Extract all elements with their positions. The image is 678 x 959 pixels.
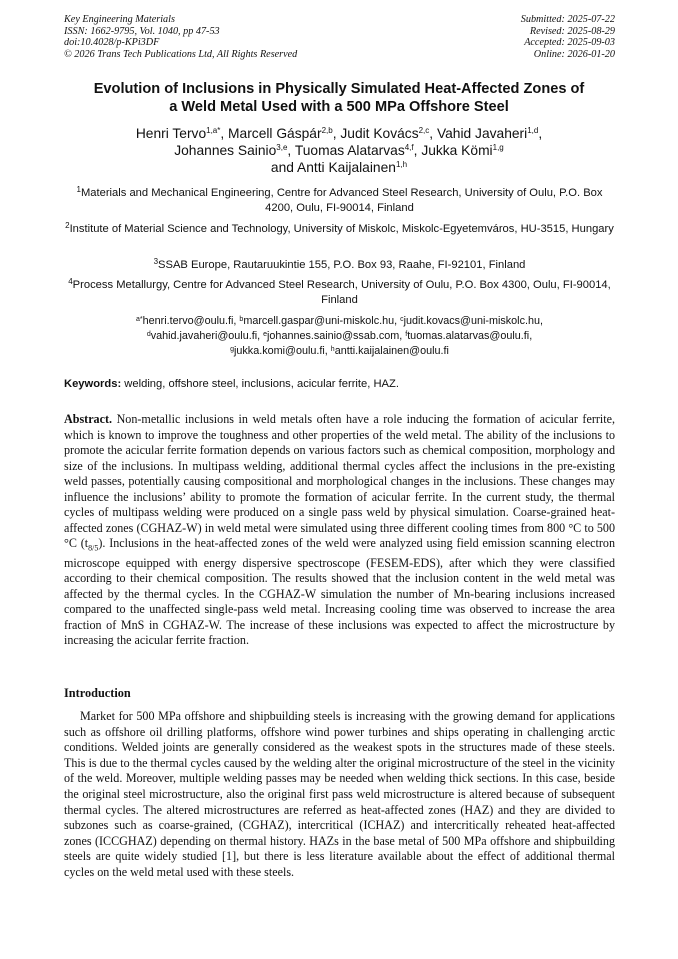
author-line (40, 159, 638, 176)
author-sup: 1,d (527, 126, 539, 135)
author-name: Vahid Javaheri (436, 126, 528, 141)
email-address[interactable]: vahid.javaheri@oulu.fi (150, 330, 258, 342)
affiliation-sup: 3 (153, 257, 159, 266)
email-line (60, 344, 619, 359)
affiliation-text: Materials and Mechanical Engineering, Centre for Advanced Steel Research, University of Oulu, P.O. Box 4200, Oulu, FI-90014, Finland (80, 187, 603, 214)
email-address[interactable]: judit.kovacs@uni-miskolc.hu (403, 315, 540, 327)
author-sup: 4,f (404, 143, 414, 153)
affiliation-1 (64, 186, 615, 215)
abstract-text: ). Inclusions in the heat-affected zones of the weld were analyzed using field emission scanning electron microscope equipped with energy dispersive spectroscope (FESEM-EDS), after which they were classified according to their chemical composition. The results showed that the inclusion content in the weld metal was affected by the thermal cycles. In the CGHAZ-W simulation the number of Mn-bearing inclusions increased compared to the unaffected single-pass weld metal. Increasing cooling time was observed to increase the area fraction of MnS in CGHAZ-W. The increase of these inclusions was expected to affect the microstructure by increasing the acicular ferrite fraction. (64, 536, 615, 648)
author-separator: , (332, 126, 341, 141)
date-submitted: Submitted: 2025-07-22 (520, 14, 615, 25)
email-list (60, 314, 619, 359)
paper-title (40, 80, 638, 116)
email-address[interactable]: tuomas.alatarvas@oulu.fi (407, 330, 530, 342)
email-separator: , (399, 330, 406, 342)
abstract (64, 412, 615, 649)
email-sup: d (146, 331, 151, 338)
date-online: Online: 2026-01-20 (533, 48, 615, 60)
email-address[interactable]: henri.tervo@oulu.fi (142, 315, 234, 327)
journal-info (64, 14, 297, 60)
affiliation-text: SSAB Europe, Rautaruukintie 155, P.O. Box 93, Raahe, FI-92101, Finland (158, 259, 526, 271)
email-sup: e (263, 331, 268, 338)
email-separator: , (324, 345, 331, 357)
author-sup: 1,g (492, 143, 504, 153)
author-sup: 3,e (276, 143, 288, 153)
author-name: Judit Kovács (340, 126, 419, 141)
email-sup: c (400, 316, 404, 323)
journal-name: Key Engineering Materials (64, 14, 175, 25)
journal-copyright: © 2026 Trans Tech Publications Ltd, All Rights Reserved (64, 48, 298, 60)
keywords (64, 377, 615, 391)
author-separator: , (538, 126, 543, 141)
email-address[interactable]: jukka.komi@oulu.fi (234, 345, 325, 357)
author-sup: 1,h (395, 160, 408, 170)
author-separator: , (287, 143, 295, 159)
email-separator: , (257, 330, 264, 342)
email-separator: , (233, 315, 240, 327)
author-name: and Antti Kaijalainen (270, 160, 396, 176)
email-address[interactable]: marcell.gaspar@uni-miskolc.hu (243, 315, 395, 327)
section-heading-introduction: Introduction (64, 686, 131, 700)
author-sup: 2,c (418, 126, 430, 135)
affiliation-4 (64, 278, 615, 307)
email-line (60, 314, 619, 329)
abstract-text: Non-metallic inclusions in weld metals often have a role inducing the formation of acicular ferrite, which is known to improve the toughness and other properties of the weld metal. The ability of the inclusions to promote the acicular ferrite formation depends on various factors such as chemical composition, morphology and size of the inclusions. In multipass welding, additional thermal cycles affect the inclusions in the pre-existing weld passes, potentially causing compositional and morphological changes in the inclusions. These changes may influence the inclusions’ ability to promote the formation of acicular ferrite. In the current study, the thermal cycles of multipass welding were produced on a single pass weld by physical simulation. Coarse-grained heat-affected zones (CGHAZ-W) in weld metal were simulated using three different cooling times from 800 °C to 500 °C (t (64, 412, 615, 550)
keywords-label: Keywords: (64, 378, 122, 390)
author-sup: 2,b (321, 126, 333, 135)
email-sup: g (230, 346, 234, 353)
title-line: a Weld Metal Used with a 500 MPa Offshore Steel (169, 99, 509, 115)
email-sup: b (239, 316, 244, 323)
journal-issn: ISSN: 1662-9795, Vol. 1040, pp 47-53 (64, 25, 220, 37)
email-separator: , (539, 315, 543, 327)
author-separator: , (413, 143, 422, 159)
email-sup: h (330, 346, 335, 353)
title-line: Evolution of Inclusions in Physically Simulated Heat-Affected Zones of (93, 81, 585, 97)
author-line (40, 142, 638, 159)
abstract-label: Abstract. (64, 412, 113, 426)
journal-doi: doi:10.4028/p-KPi3DF (64, 37, 160, 49)
date-revised: Revised: 2025-08-29 (529, 25, 615, 37)
abstract-subscript: 8/5 (88, 543, 99, 553)
email-separator: , (394, 315, 401, 327)
affiliation-sup: 4 (68, 277, 73, 286)
author-name: Johannes Sainio (174, 143, 277, 159)
affiliation-2 (64, 222, 615, 237)
author-list (40, 125, 638, 177)
author-separator: , (429, 126, 437, 141)
author-name: Tuomas Alatarvas (294, 143, 405, 159)
affiliation-text: Process Metallurgy, Centre for Advanced Steel Research, University of Oulu, P.O. Box 4300, Oulu, FI-90014, Finland (72, 279, 611, 306)
email-sup: a* (136, 316, 143, 323)
email-line (60, 329, 619, 344)
affiliation-text: Institute of Material Science and Technology, University of Miskolc, Miskolc-Egyetemváros, HU-3515, Hungary (69, 223, 614, 235)
author-line (40, 125, 638, 142)
keywords-text: welding, offshore steel, inclusions, acicular ferrite, HAZ. (121, 378, 399, 390)
author-name: Marcell Gáspár (228, 126, 322, 141)
author-separator: , (220, 126, 229, 141)
email-separator: , (529, 330, 533, 342)
date-accepted: Accepted: 2025-09-03 (524, 37, 615, 49)
affiliation-3 (64, 258, 615, 273)
email-address[interactable]: johannes.sainio@ssab.com (267, 330, 400, 342)
author-sup: 1,a* (206, 126, 221, 135)
email-address[interactable]: antti.kaijalainen@oulu.fi (334, 345, 449, 357)
affiliation-sup: 2 (65, 221, 70, 230)
author-name: Henri Tervo (135, 126, 207, 141)
affiliation-sup: 1 (76, 185, 81, 194)
publication-dates (521, 14, 615, 60)
email-sup: f (405, 331, 408, 338)
author-name: Jukka Kömi (421, 143, 493, 159)
introduction-paragraph: Market for 500 MPa offshore and shipbuilding steels is increasing with the growing demand for applications such as offshore oil drilling platforms, offshore wind power turbines and ships operating in challenging arctic conditions. Welded joints are generally considered as the weakest spots in the structures made of these steels. This is due to the thermal cycles caused by the welding alter the original microstructure of the steel in the vicinity of the weld. Moreover, multiple welding passes may be needed when welding thick sections. In this case, beside the original steel microstructure, also the original first pass weld microstructure is altered because of subsequent thermal cycles. The altered microstructures are referred as heat-affected zones (HAZ) and they are divided to subzones such as coarse-grained, (CGHAZ), intercritical (ICHAZ) and intercritically reheated heat-affected zones (ICCGHAZ) depending on thermal history. HAZs in the base metal of 500 MPa offshore and shipbuilding steels are quite widely studied [1], but there is less literature available about the effect of additional thermal cycles on the weld metal used with these steels. (64, 709, 615, 879)
